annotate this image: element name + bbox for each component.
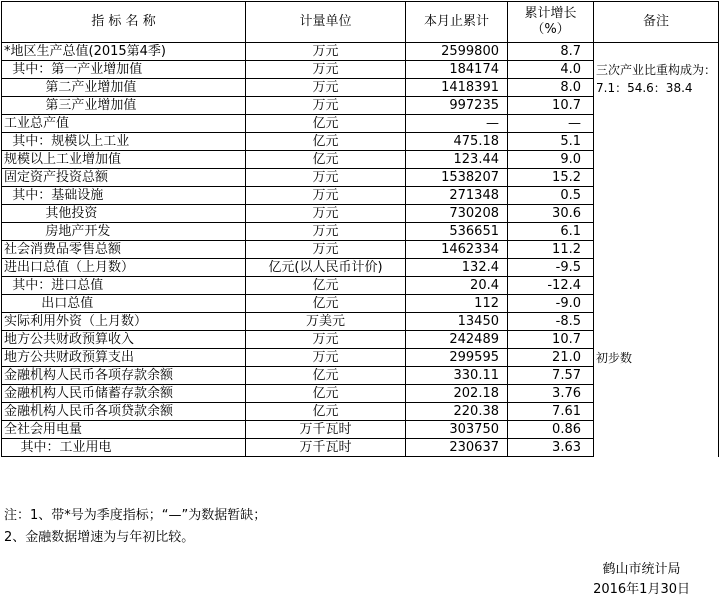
row-unit: 万元 xyxy=(246,43,406,61)
row-unit: 万元 xyxy=(246,205,406,223)
table-row xyxy=(2,205,719,223)
row-growth: 8.7 xyxy=(508,43,594,61)
row-growth: 21.0 xyxy=(508,349,594,367)
row-name: 其他投资 xyxy=(2,205,246,223)
row-unit: 万元 xyxy=(246,349,406,367)
header-unit: 计量单位 xyxy=(246,2,406,43)
row-note xyxy=(594,439,719,457)
row-growth: — xyxy=(508,115,594,133)
row-growth: 8.0 xyxy=(508,79,594,97)
row-growth: 3.76 xyxy=(508,385,594,403)
row-unit: 万美元 xyxy=(246,313,406,331)
row-name: 金融机构人民币各项贷款余额 xyxy=(2,403,246,421)
table-row xyxy=(2,331,719,349)
row-value: 123.44 xyxy=(406,151,508,169)
row-value: 2599800 xyxy=(406,43,508,61)
row-value: 132.4 xyxy=(406,259,508,277)
table-row xyxy=(2,169,719,187)
row-value: 220.38 xyxy=(406,403,508,421)
row-note: 7.1：54.6：38.4 xyxy=(594,79,719,97)
row-unit: 亿元 xyxy=(246,151,406,169)
row-value: 230637 xyxy=(406,439,508,457)
row-value: 730208 xyxy=(406,205,508,223)
table-row xyxy=(2,187,719,205)
row-note xyxy=(594,241,719,259)
row-growth: -8.5 xyxy=(508,313,594,331)
row-value: 536651 xyxy=(406,223,508,241)
row-value: 112 xyxy=(406,295,508,313)
row-growth: 9.0 xyxy=(508,151,594,169)
row-growth: 10.7 xyxy=(508,97,594,115)
table-row xyxy=(2,97,719,115)
row-note: 三次产业比重构成为： xyxy=(594,61,719,79)
row-note xyxy=(594,223,719,241)
header-growth-line1: 累计增长 xyxy=(524,6,577,21)
row-unit: 亿元 xyxy=(246,385,406,403)
row-unit: 亿元 xyxy=(246,133,406,151)
row-note xyxy=(594,385,719,403)
row-note: 初步数 xyxy=(594,349,719,367)
row-unit: 亿元 xyxy=(246,367,406,385)
row-name: 其中：工业用电 xyxy=(2,439,246,457)
table-row xyxy=(2,277,719,295)
row-unit: 亿元 xyxy=(246,277,406,295)
signature-org: 鹤山市统计局 xyxy=(602,562,681,577)
table-row xyxy=(2,43,719,61)
row-unit: 万元 xyxy=(246,331,406,349)
row-value: 475.18 xyxy=(406,133,508,151)
row-unit: 亿元(以人民币计价) xyxy=(246,259,406,277)
header-cumulative-growth xyxy=(508,2,594,43)
table-row xyxy=(2,223,719,241)
row-name: 其中：第一产业增加值 xyxy=(2,61,246,79)
row-value: 202.18 xyxy=(406,385,508,403)
row-value: 184174 xyxy=(406,61,508,79)
row-value: 299595 xyxy=(406,349,508,367)
row-name: 地方公共财政预算收入 xyxy=(2,331,246,349)
row-note xyxy=(594,331,719,349)
row-note xyxy=(594,403,719,421)
table-row xyxy=(2,241,719,259)
table-row xyxy=(2,61,719,79)
row-note xyxy=(594,169,719,187)
row-note xyxy=(594,43,719,61)
row-note xyxy=(594,187,719,205)
footnote-2: 2、金融数据增速为与年初比较。 xyxy=(4,530,195,545)
row-value: 1538207 xyxy=(406,169,508,187)
row-growth: 7.61 xyxy=(508,403,594,421)
row-note xyxy=(594,367,719,385)
row-unit: 万元 xyxy=(246,97,406,115)
row-note xyxy=(594,277,719,295)
row-value: — xyxy=(406,115,508,133)
row-note xyxy=(594,295,719,313)
header-growth-line2: （%） xyxy=(531,22,570,37)
table-row xyxy=(2,367,719,385)
row-unit: 万元 xyxy=(246,223,406,241)
table-row xyxy=(2,133,719,151)
row-value: 997235 xyxy=(406,97,508,115)
row-growth: -12.4 xyxy=(508,277,594,295)
row-growth: 7.57 xyxy=(508,367,594,385)
row-name: 进出口总值（上月数） xyxy=(2,259,246,277)
row-growth: 0.86 xyxy=(508,421,594,439)
table-row xyxy=(2,385,719,403)
row-unit: 亿元 xyxy=(246,295,406,313)
footnotes xyxy=(4,505,266,549)
row-name: *地区生产总值(2015第4季) xyxy=(2,43,246,61)
table-row xyxy=(2,259,719,277)
table-row xyxy=(2,349,719,367)
row-note xyxy=(594,133,719,151)
row-growth: -9.5 xyxy=(508,259,594,277)
row-unit: 万元 xyxy=(246,169,406,187)
row-note xyxy=(594,313,719,331)
row-name: 规模以上工业增加值 xyxy=(2,151,246,169)
row-value: 1418391 xyxy=(406,79,508,97)
row-unit: 万千瓦时 xyxy=(246,421,406,439)
row-name: 第三产业增加值 xyxy=(2,97,246,115)
row-growth: 30.6 xyxy=(508,205,594,223)
row-growth: 0.5 xyxy=(508,187,594,205)
header-note: 备注 xyxy=(594,2,719,43)
header-cumulative-value: 本月止累计 xyxy=(406,2,508,43)
row-growth: 6.1 xyxy=(508,223,594,241)
table-row xyxy=(2,79,719,97)
row-note xyxy=(594,205,719,223)
row-unit: 亿元 xyxy=(246,403,406,421)
row-growth: 11.2 xyxy=(508,241,594,259)
footnote-1: 注：1、带*号为季度指标；“—”为数据暂缺； xyxy=(4,508,267,523)
stats-table xyxy=(1,1,719,457)
table-row xyxy=(2,313,719,331)
row-value: 242489 xyxy=(406,331,508,349)
signature-block xyxy=(593,560,690,600)
row-value: 13450 xyxy=(406,313,508,331)
row-name: 固定资产投资总额 xyxy=(2,169,246,187)
table-header-row xyxy=(2,2,719,43)
table-row xyxy=(2,295,719,313)
row-name: 全社会用电量 xyxy=(2,421,246,439)
row-growth: 10.7 xyxy=(508,331,594,349)
row-name: 出口总值 xyxy=(2,295,246,313)
row-name: 其中：进口总值 xyxy=(2,277,246,295)
table-row xyxy=(2,151,719,169)
row-growth: 4.0 xyxy=(508,61,594,79)
table-row xyxy=(2,439,719,457)
row-unit: 万元 xyxy=(246,79,406,97)
row-name: 第二产业增加值 xyxy=(2,79,246,97)
table-row xyxy=(2,115,719,133)
row-name: 社会消费品零售总额 xyxy=(2,241,246,259)
row-note xyxy=(594,259,719,277)
table-row xyxy=(2,403,719,421)
row-growth: 3.63 xyxy=(508,439,594,457)
row-value: 303750 xyxy=(406,421,508,439)
row-note xyxy=(594,97,719,115)
table-row xyxy=(2,421,719,439)
row-unit: 万千瓦时 xyxy=(246,439,406,457)
row-name: 其中：规模以上工业 xyxy=(2,133,246,151)
row-growth: 5.1 xyxy=(508,133,594,151)
row-name: 其中：基础设施 xyxy=(2,187,246,205)
row-unit: 万元 xyxy=(246,187,406,205)
row-name: 金融机构人民币各项存款余额 xyxy=(2,367,246,385)
row-name: 金融机构人民币储蓄存款余额 xyxy=(2,385,246,403)
header-indicator-name: 指 标 名 称 xyxy=(2,2,246,43)
row-value: 271348 xyxy=(406,187,508,205)
row-note xyxy=(594,421,719,439)
row-value: 1462334 xyxy=(406,241,508,259)
row-value: 330.11 xyxy=(406,367,508,385)
row-note xyxy=(594,151,719,169)
row-value: 20.4 xyxy=(406,277,508,295)
row-unit: 亿元 xyxy=(246,115,406,133)
row-growth: 15.2 xyxy=(508,169,594,187)
signature-date: 2016年1月30日 xyxy=(593,582,690,597)
row-name: 地方公共财政预算支出 xyxy=(2,349,246,367)
row-unit: 万元 xyxy=(246,241,406,259)
row-name: 房地产开发 xyxy=(2,223,246,241)
row-note xyxy=(594,115,719,133)
row-unit: 万元 xyxy=(246,61,406,79)
row-name: 工业总产值 xyxy=(2,115,246,133)
row-name: 实际利用外资（上月数） xyxy=(2,313,246,331)
stats-table-body xyxy=(2,2,719,457)
row-growth: -9.0 xyxy=(508,295,594,313)
